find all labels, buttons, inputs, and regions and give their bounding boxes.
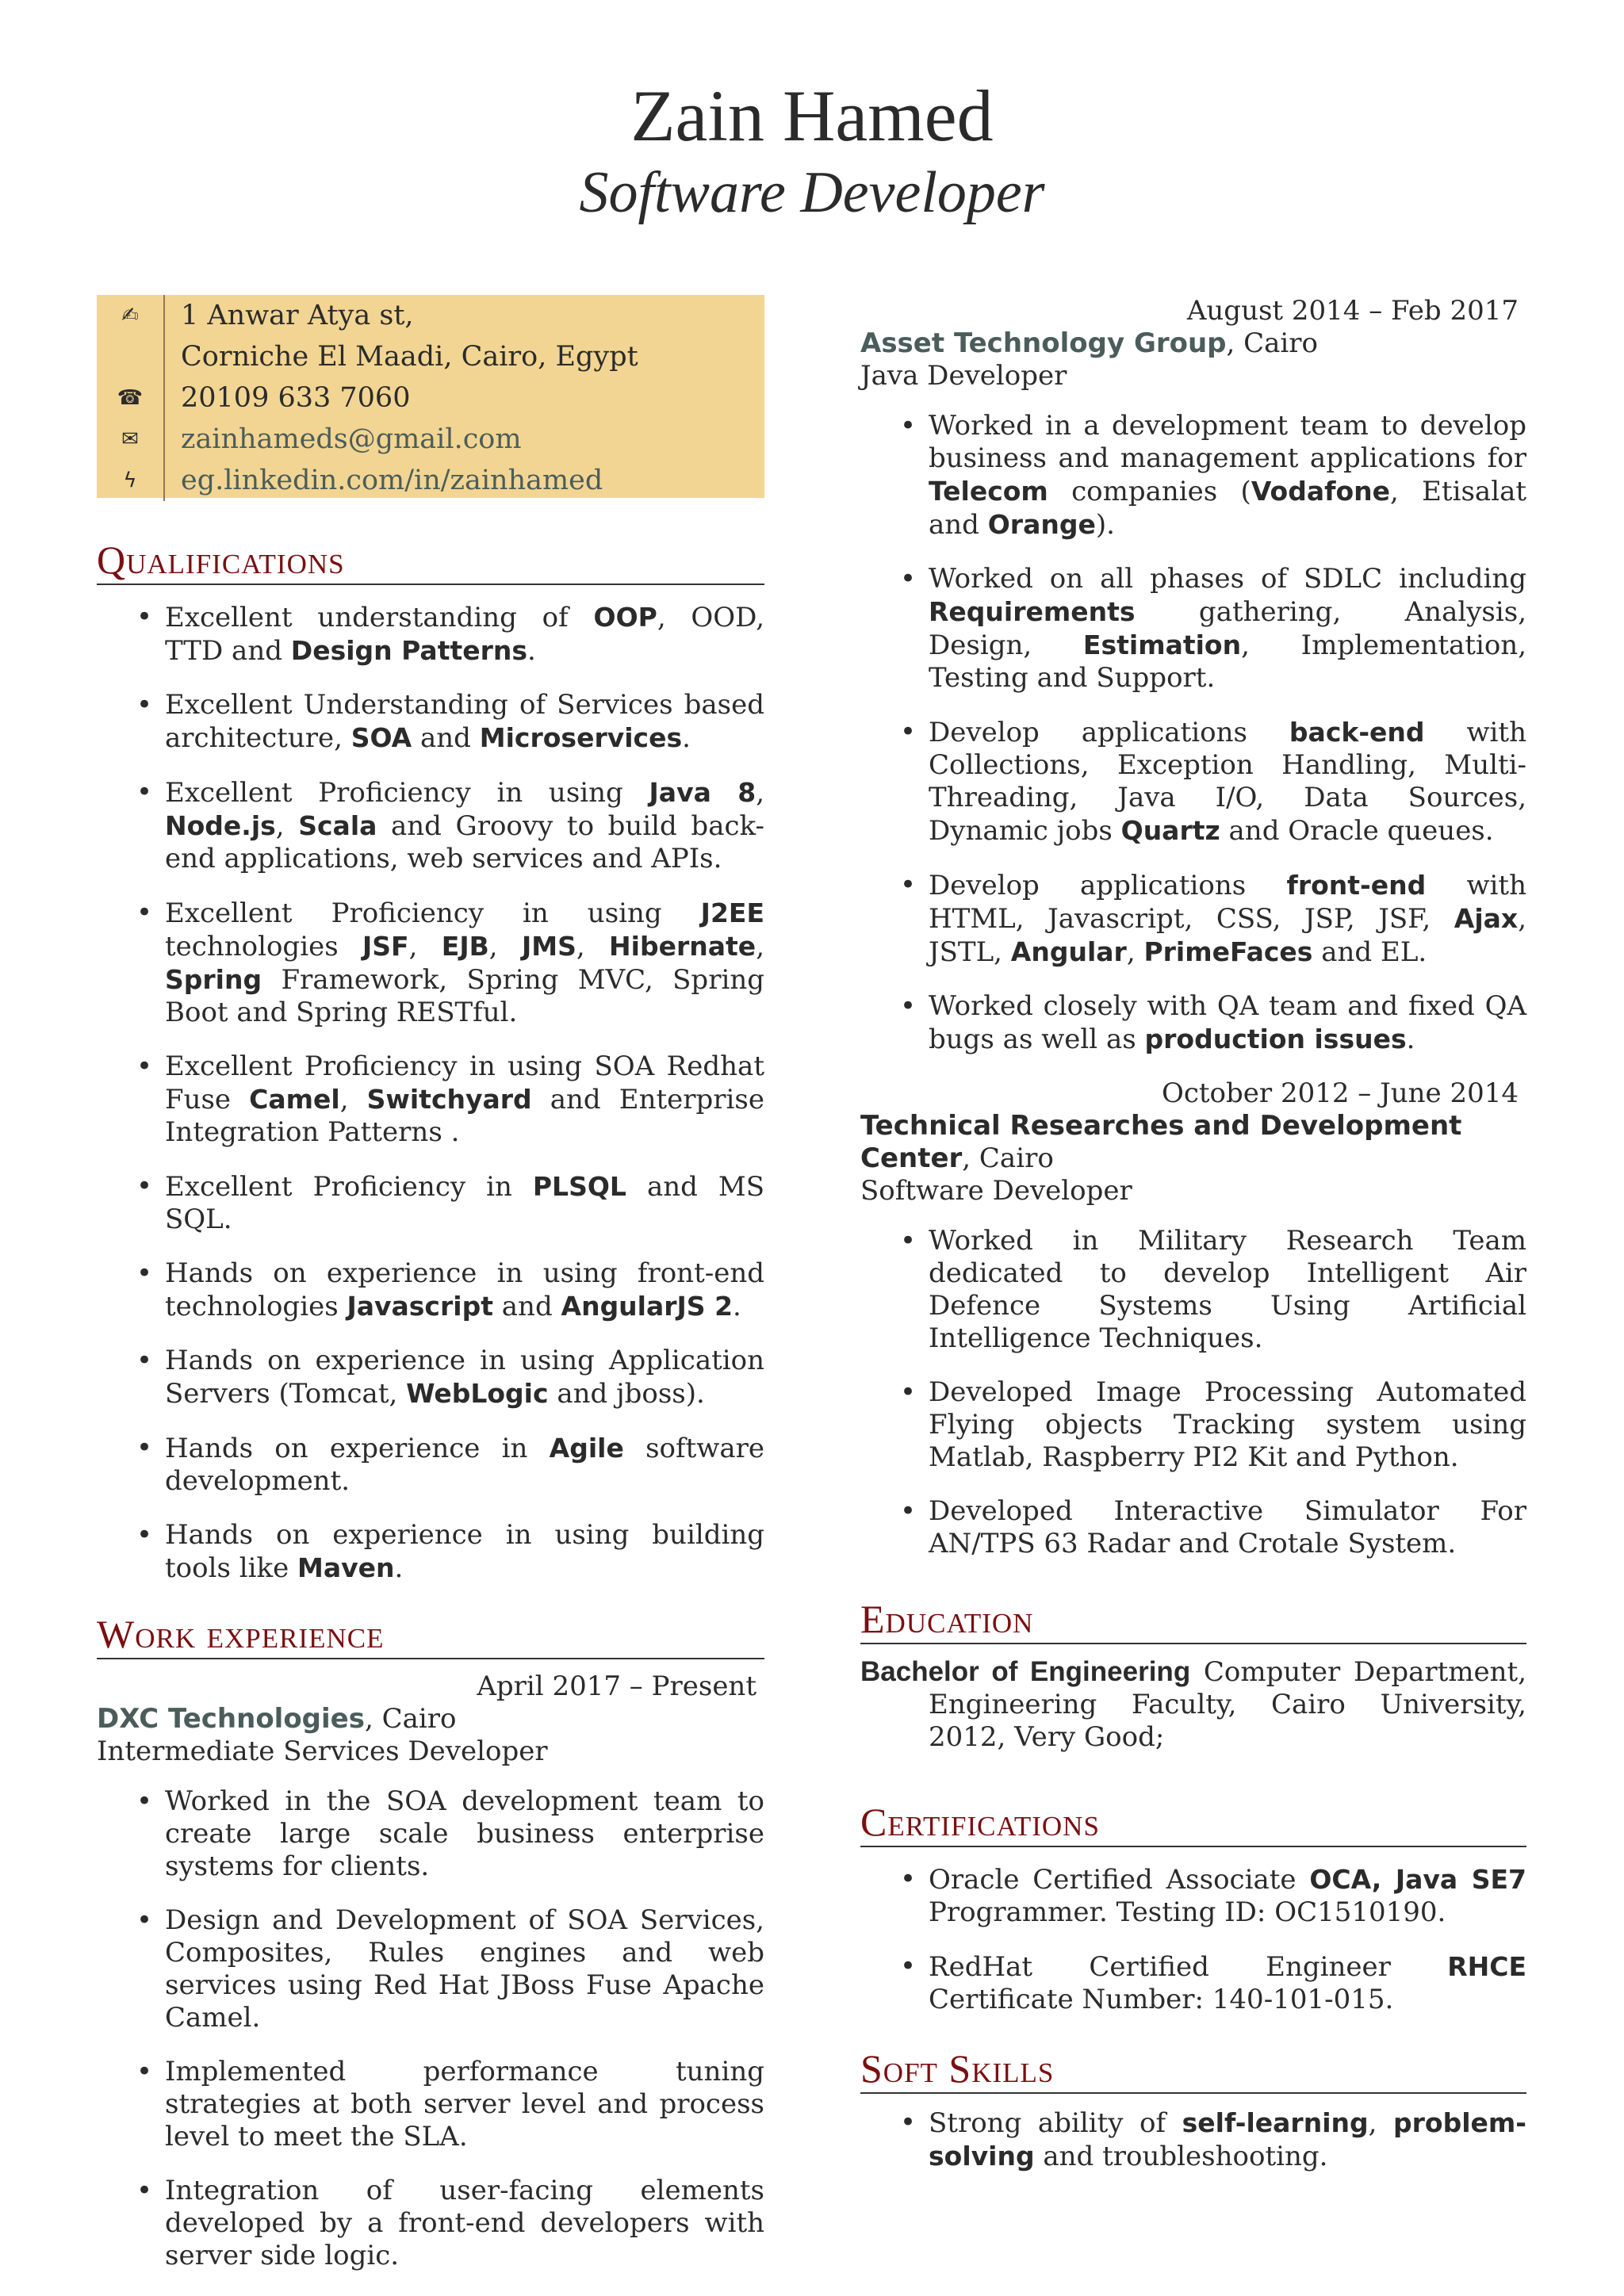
email-link[interactable]: zainhameds@gmail.com: [181, 423, 522, 455]
section-title-work: Work experience: [97, 1610, 764, 1659]
certifications-list: [860, 1863, 1526, 2016]
qualification-item: • Excellent Proficiency in using Java 8, Node.js, Scala and Groovy to build back-end applications, web services and APIs.: [97, 776, 764, 875]
qualification-item: • Excellent Proficiency in using J2EE technologies JSF, EJB, JMS, Hibernate, Spring Framework, Spring MVC, Spring Boot and Spring RESTful.: [97, 897, 764, 1029]
job-bullet-item: • Developed Interactive Simulator For AN/TPS 63 Radar and Crotale System.: [860, 1495, 1526, 1560]
address-line-2: Corniche El Maadi, Cairo, Egypt: [181, 341, 638, 373]
qualification-item: • Hands on experience in Agile software development.: [97, 1432, 764, 1498]
job-date: October 2012 – June 2014: [1161, 1077, 1519, 1109]
person-name: Zain Hamed: [630, 75, 994, 156]
job-bullets: [97, 1785, 764, 2272]
job-title: Software Developer: [579, 160, 1045, 225]
soft-skills-list: [860, 2107, 1526, 2173]
job-bullets: [860, 410, 1526, 1056]
contact-phone: [97, 377, 764, 419]
qualification-item: • Excellent Understanding of Services based architecture, SOA and Microservices.: [97, 689, 764, 755]
email-icon: ✉: [97, 419, 165, 460]
linkedin-icon: ϟ: [97, 460, 165, 501]
job-company: Technical Researches and Development Center: [860, 1110, 1462, 1174]
qualification-item: • Excellent Proficiency in PLSQL and MS SQL.: [97, 1170, 764, 1236]
degree-details: Computer Department, Engineering Faculty, Cairo University, 2012, Very Good;: [929, 1656, 1526, 1753]
qualification-item: • Excellent Proficiency in using SOA Redhat Fuse Camel, Switchyard and Enterprise Integration Patterns .: [97, 1050, 764, 1149]
job-location: , Cairo: [1226, 327, 1319, 359]
qualification-item: • Hands on experience in using front-end technologies Javascript and AngularJS 2.: [97, 1257, 764, 1323]
certification-item: • RedHat Certified Engineer RHCE Certificate Number: 140-101-015.: [860, 1950, 1526, 2016]
job-bullet-item: • Implemented performance tuning strategies at both server level and process level to meet the SLA.: [97, 2056, 764, 2153]
address-icon: ✍: [97, 295, 165, 377]
job-date: August 2014 – Feb 2017: [1186, 295, 1519, 327]
job-location: , Cairo: [364, 1703, 457, 1735]
job-location: , Cairo: [962, 1142, 1054, 1174]
job-entry: [860, 295, 1526, 1056]
contact-email: [97, 419, 764, 460]
qualification-item: • Hands on experience in using Application Servers (Tomcat, WebLogic and jboss).: [97, 1345, 764, 1410]
linkedin-link[interactable]: eg.linkedin.com/in/zainhamed: [181, 465, 603, 496]
phone-number: 20109 633 7060: [181, 382, 411, 414]
phone-icon: ☎: [97, 377, 165, 419]
qualifications-list: [97, 601, 764, 1585]
job-entry: [97, 1670, 764, 2272]
section-title-soft-skills: Soft Skills: [860, 2045, 1526, 2094]
job-role: Java Developer: [860, 360, 1067, 392]
job-date: April 2017 – Present: [477, 1670, 756, 1702]
job-bullet-item: • Worked in the SOA development team to create large scale business enterprise systems for clients.: [97, 1785, 764, 1883]
certification-item: • Oracle Certified Associate OCA, Java SE7 Programmer. Testing ID: OC1510190.: [860, 1863, 1526, 1929]
section-title-qualifications: Qualifications: [97, 536, 764, 585]
job-bullet-item: • Develop applications front-end with HTML, Javascript, CSS, JSP, JSF, Ajax, JSTL, Angular, PrimeFaces and EL.: [860, 869, 1526, 969]
job-bullet-item: • Worked on all phases of SDLC including Requirements gathering, Analysis, Design, Estimation, Implementation, Testing and Support.: [860, 563, 1526, 695]
degree-name: Bachelor of Engineering: [860, 1656, 1191, 1687]
qualification-item: • Hands on experience in using building tools like Maven.: [97, 1519, 764, 1585]
resume-header: [0, 76, 1624, 230]
job-bullet-item: • Develop applications back-end with Collections, Exception Handling, Multi-Threading, Java I/O, Data Sources, Dynamic jobs Quartz and Oracle queues.: [860, 716, 1526, 848]
job-bullet-item: • Worked closely with QA team and fixed QA bugs as well as production issues.: [860, 990, 1526, 1056]
job-role: Intermediate Services Developer: [97, 1735, 548, 1767]
job-company: Asset Technology Group: [860, 327, 1227, 359]
contact-address: [97, 295, 764, 377]
job-role: Software Developer: [860, 1175, 1132, 1207]
section-title-education: Education: [860, 1595, 1526, 1644]
contact-linkedin: [97, 460, 764, 501]
job-bullet-item: • Worked in a development team to develop business and management applications for Telecom companies (Vodafone, Etisalat and Orange).: [860, 410, 1526, 541]
job-bullet-item: • Integration of user-facing elements developed by a front-end developers with server side logic.: [97, 2175, 764, 2272]
section-title-certifications: Certifications: [860, 1798, 1526, 1847]
job-bullet-item: • Developed Image Processing Automated Flying objects Tracking system using Matlab, Raspberry PI2 Kit and Python.: [860, 1376, 1526, 1474]
job-bullets: [860, 1225, 1526, 1560]
right-column: [860, 295, 1526, 2195]
education-entry: [860, 1655, 1526, 1754]
job-company: DXC Technologies: [97, 1703, 365, 1735]
soft-skill-item: • Strong ability of self-learning, problem-solving and troubleshooting.: [860, 2107, 1526, 2173]
address-line-1: 1 Anwar Atya st,: [181, 300, 414, 331]
job-bullet-item: • Design and Development of SOA Services, Composites, Rules engines and web services using Red Hat JBoss Fuse Apache Camel.: [97, 1904, 764, 2034]
job-bullet-item: • Worked in Military Research Team dedicated to develop Intelligent Air Defence Systems Using Artificial Intelligence Techniques.: [860, 1225, 1526, 1355]
job-entry: [860, 1077, 1526, 1560]
qualification-item: • Excellent understanding of OOP, OOD, TTD and Design Patterns.: [97, 601, 764, 668]
left-column: [97, 536, 764, 2294]
contact-box: [97, 295, 764, 498]
